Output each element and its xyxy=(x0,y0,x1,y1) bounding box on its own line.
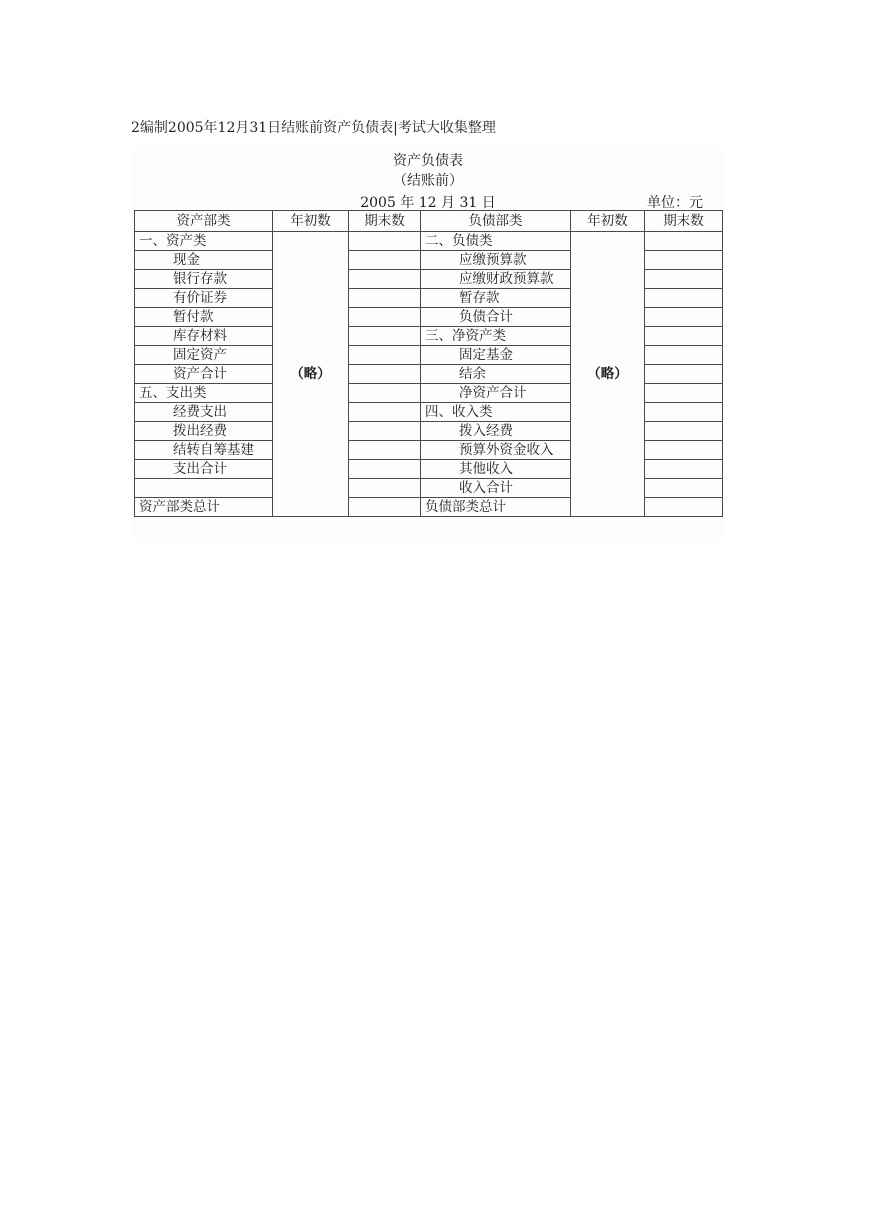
liability-item-label: 预算外资金收入 xyxy=(421,441,571,460)
closing-balance-right-cell xyxy=(645,422,723,441)
page-header: 2编制2005年12月31日结账前资产负债表|考试大收集整理 xyxy=(131,120,496,136)
closing-balance-left-cell xyxy=(349,289,421,308)
liability-item-label: 暂存款 xyxy=(421,289,571,308)
header-closing-balance-right: 期末数 xyxy=(645,211,723,232)
asset-item-label: 资产部类总计 xyxy=(135,498,273,517)
closing-balance-right-cell xyxy=(645,441,723,460)
liability-item-label: 应缴财政预算款 xyxy=(421,270,571,289)
closing-balance-left-cell xyxy=(349,384,421,403)
closing-balance-right-cell xyxy=(645,270,723,289)
asset-item-label: 经费支出 xyxy=(135,403,273,422)
closing-balance-left-cell xyxy=(349,251,421,270)
closing-balance-right-cell xyxy=(645,308,723,327)
balance-sheet-table xyxy=(134,210,723,517)
table-body xyxy=(135,232,723,517)
asset-item-label: 五、支出类 xyxy=(135,384,273,403)
asset-item-label: 银行存款 xyxy=(135,270,273,289)
table-header-row xyxy=(135,211,723,232)
liability-item-label: 二、负债类 xyxy=(421,232,571,251)
liability-item-label: 固定基金 xyxy=(421,346,571,365)
liability-item-label: 收入合计 xyxy=(421,479,571,498)
header-asset-category: 资产部类 xyxy=(135,211,273,232)
closing-balance-right-cell xyxy=(645,403,723,422)
liability-item-label: 应缴预算款 xyxy=(421,251,571,270)
closing-balance-right-cell xyxy=(645,346,723,365)
asset-item-label: 暂付款 xyxy=(135,308,273,327)
liability-item-label: 拨入经费 xyxy=(421,422,571,441)
asset-item-label: 库存材料 xyxy=(135,327,273,346)
closing-balance-left-cell xyxy=(349,422,421,441)
header-opening-balance-left: 年初数 xyxy=(273,211,349,232)
sheet-subtitle: （结账前） xyxy=(393,173,463,189)
header-opening-balance-right: 年初数 xyxy=(571,211,645,232)
liability-item-label: 四、收入类 xyxy=(421,403,571,422)
closing-balance-left-cell xyxy=(349,270,421,289)
liability-item-label: 负债合计 xyxy=(421,308,571,327)
closing-balance-left-cell xyxy=(349,479,421,498)
liability-item-label: 结余 xyxy=(421,365,571,384)
header-closing-balance-left: 期末数 xyxy=(349,211,421,232)
opening-balance-left-omitted: （略） xyxy=(273,232,349,517)
closing-balance-right-cell xyxy=(645,479,723,498)
asset-item-label: 一、资产类 xyxy=(135,232,273,251)
sheet-title: 资产负债表 xyxy=(393,153,463,169)
closing-balance-right-cell xyxy=(645,384,723,403)
liability-item-label: 负债部类总计 xyxy=(421,498,571,517)
closing-balance-left-cell xyxy=(349,346,421,365)
asset-item-label: 有价证券 xyxy=(135,289,273,308)
liability-item-label: 其他收入 xyxy=(421,460,571,479)
header-liability-category: 负债部类 xyxy=(421,211,571,232)
asset-item-label: 支出合计 xyxy=(135,460,273,479)
asset-item-label xyxy=(135,479,273,498)
closing-balance-left-cell xyxy=(349,365,421,384)
sheet-date: 2005 年 12 月 31 日 xyxy=(360,195,496,211)
closing-balance-left-cell xyxy=(349,327,421,346)
closing-balance-right-cell xyxy=(645,498,723,517)
closing-balance-left-cell xyxy=(349,403,421,422)
asset-item-label: 拨出经费 xyxy=(135,422,273,441)
sheet-unit: 单位：元 xyxy=(647,195,703,211)
closing-balance-left-cell xyxy=(349,441,421,460)
closing-balance-right-cell xyxy=(645,251,723,270)
closing-balance-left-cell xyxy=(349,308,421,327)
closing-balance-right-cell xyxy=(645,289,723,308)
closing-balance-right-cell xyxy=(645,365,723,384)
liability-item-label: 净资产合计 xyxy=(421,384,571,403)
asset-item-label: 固定资产 xyxy=(135,346,273,365)
table-row xyxy=(135,232,723,251)
asset-item-label: 现金 xyxy=(135,251,273,270)
closing-balance-left-cell xyxy=(349,460,421,479)
liability-item-label: 三、净资产类 xyxy=(421,327,571,346)
closing-balance-left-cell xyxy=(349,232,421,251)
asset-item-label: 资产合计 xyxy=(135,365,273,384)
asset-item-label: 结转自筹基建 xyxy=(135,441,273,460)
opening-balance-right-omitted: （略） xyxy=(571,232,645,517)
closing-balance-right-cell xyxy=(645,460,723,479)
balance-sheet-scan xyxy=(131,148,725,540)
closing-balance-right-cell xyxy=(645,327,723,346)
closing-balance-left-cell xyxy=(349,498,421,517)
closing-balance-right-cell xyxy=(645,232,723,251)
